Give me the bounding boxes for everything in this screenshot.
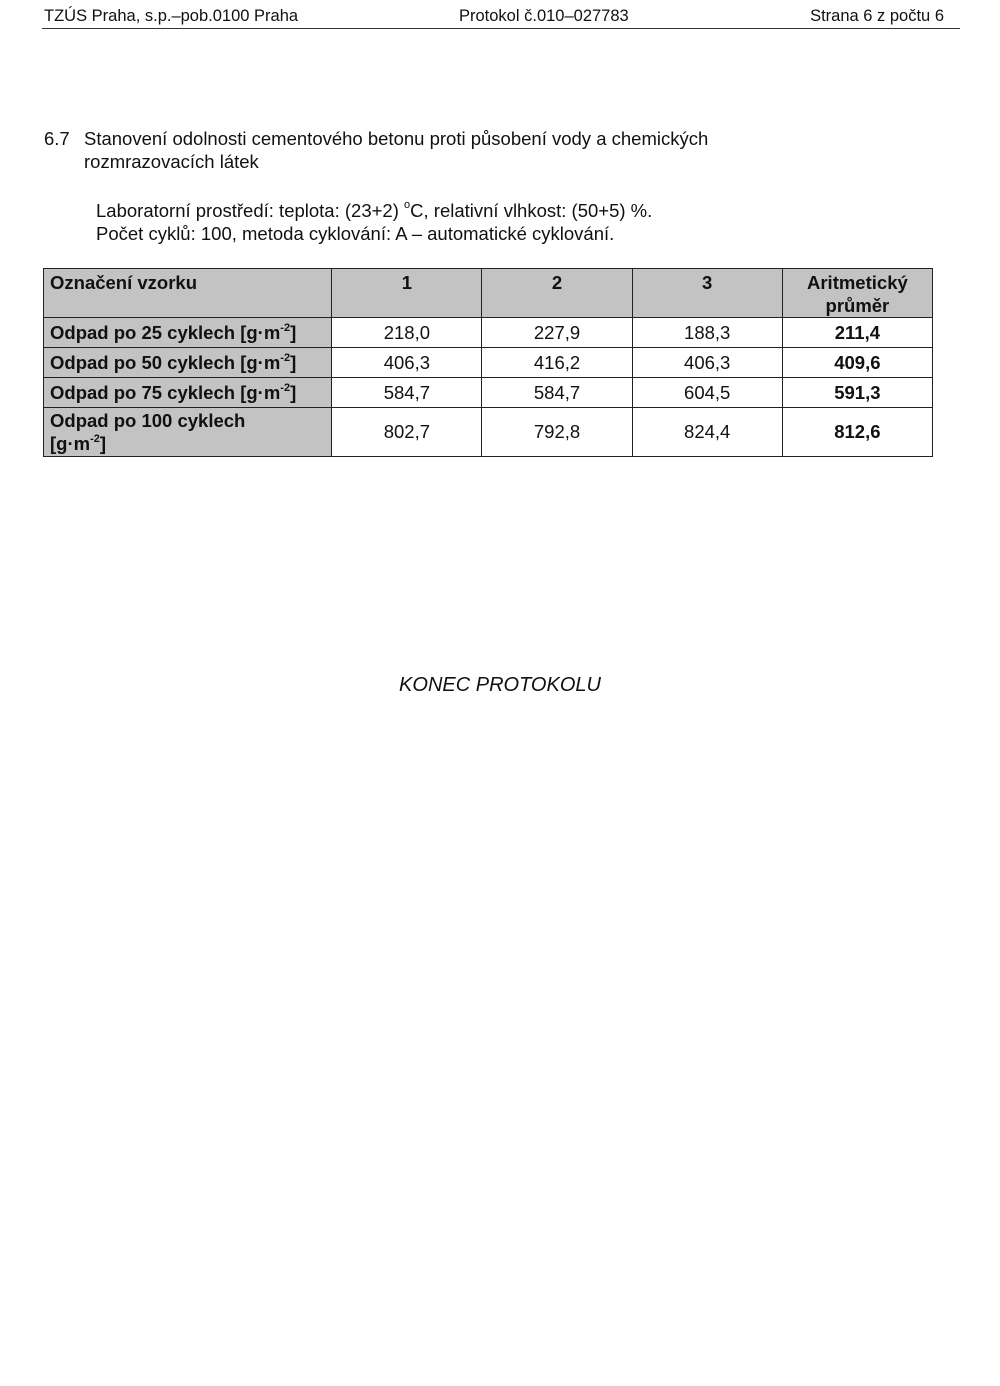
table-header-row — [44, 269, 933, 318]
table-row — [44, 378, 933, 408]
header-mean: Aritmetický průměr — [782, 269, 932, 318]
results-table — [43, 268, 933, 457]
page-header — [42, 6, 960, 29]
cell-sample-3: 604,5 — [632, 378, 782, 408]
section-title: Stanovení odolnosti cementového betonu proti působení vody a chemických rozmrazovacích látek — [84, 128, 709, 172]
cell-sample-2: 792,8 — [482, 408, 632, 457]
row-label: Odpad po 25 cyklech $[g\cdot m^{-2}]$ — [44, 318, 332, 348]
section-number: 6.7 — [44, 128, 70, 149]
lab-environment-line — [96, 199, 896, 222]
cell-mean: 211,4 — [782, 318, 932, 348]
cell-sample-1: 802,7 — [332, 408, 482, 457]
row-label: Odpad po 50 cyklech $[g\cdot m^{-2}]$ — [44, 348, 332, 378]
table-row — [44, 318, 933, 348]
lab-environment-text-end: C, relativní vlhkost: (50+5) %. — [410, 200, 653, 221]
header-sample-3: 3 — [632, 269, 782, 318]
lab-environment-text: Laboratorní prostředí: teplota: (23+2) — [96, 200, 405, 221]
end-of-protocol: KONEC PROTOKOLU — [399, 674, 601, 696]
test-conditions — [96, 199, 896, 245]
table-row — [44, 348, 933, 378]
cell-sample-1: 584,7 — [332, 378, 482, 408]
degree-sup: o — [404, 198, 411, 211]
header-sample-label: Označení vzorku — [44, 269, 332, 318]
cell-sample-3: 188,3 — [632, 318, 782, 348]
cell-sample-3: 406,3 — [632, 348, 782, 378]
cell-sample-2: 416,2 — [482, 348, 632, 378]
header-sample-2: 2 — [482, 269, 632, 318]
cycle-count-line: Počet cyklů: 100, metoda cyklování: A – automatické cyklování. — [96, 223, 615, 244]
row-label: Odpad po 100 cyklech $[g\cdot m^{-2}]$ — [44, 408, 332, 457]
cell-sample-2: 227,9 — [482, 318, 632, 348]
table-row — [44, 408, 933, 457]
cell-sample-2: 584,7 — [482, 378, 632, 408]
cell-sample-3: 824,4 — [632, 408, 782, 457]
header-sample-1: 1 — [332, 269, 482, 318]
header-organization: TZÚS Praha, s.p.–pob.0100 Praha — [44, 7, 299, 25]
header-protocol-number: Protokol č.010–027783 — [459, 7, 629, 25]
cell-sample-1: 406,3 — [332, 348, 482, 378]
cell-mean: 591,3 — [782, 378, 932, 408]
cell-sample-1: 218,0 — [332, 318, 482, 348]
row-label: Odpad po 75 cyklech $[g\cdot m^{-2}]$ — [44, 378, 332, 408]
header-page-number: Strana 6 z počtu 6 — [810, 7, 944, 25]
cell-mean: 409,6 — [782, 348, 932, 378]
cell-mean: 812,6 — [782, 408, 932, 457]
